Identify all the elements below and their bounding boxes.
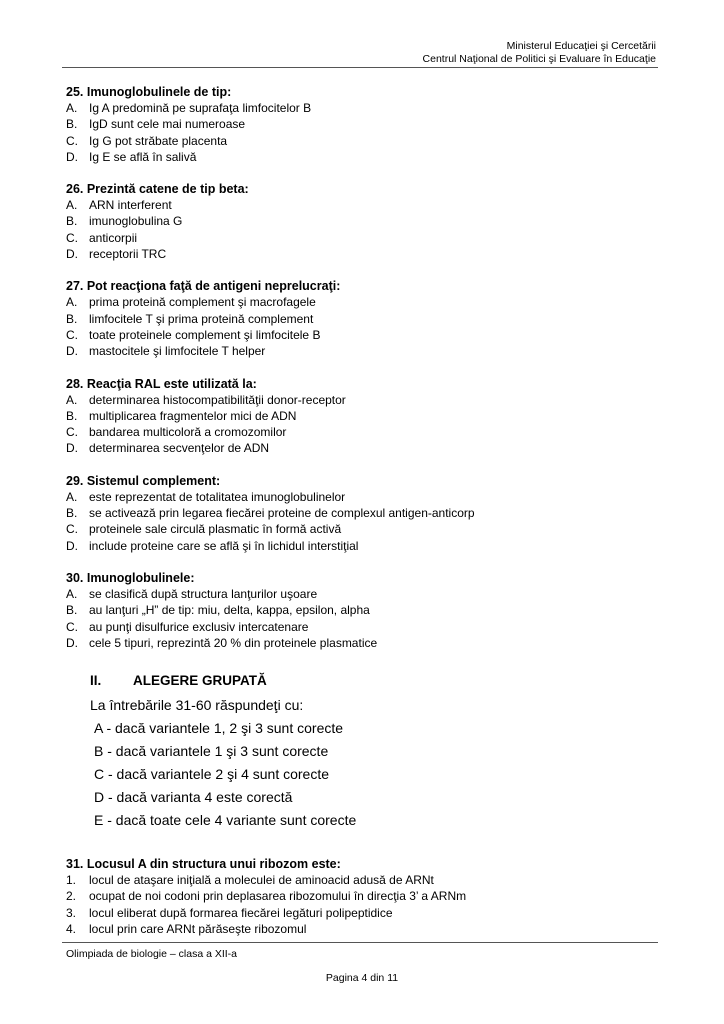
option-text: multiplicarea fragmentelor mici de ADN xyxy=(89,408,297,423)
option xyxy=(66,294,658,310)
option-text: este reprezentat de totalitatea imunoglobulinelor xyxy=(89,489,346,504)
option-label: C. xyxy=(66,522,78,537)
option xyxy=(66,246,658,262)
option-label: B. xyxy=(66,506,78,521)
question-30 xyxy=(66,570,658,651)
option-label: D. xyxy=(66,344,78,359)
option-text: proteinele sale circulă plasmatic în formă activă xyxy=(89,522,342,537)
option-text: au lanţuri „H” de tip: miu, delta, kappa, epsilon, alpha xyxy=(89,603,370,618)
option xyxy=(66,133,658,149)
option-label: C. xyxy=(66,230,78,245)
question-26 xyxy=(66,181,658,262)
question-title: 28. Reacţia RAL este utilizată la: xyxy=(66,376,257,391)
section-grouped-choice xyxy=(90,673,650,832)
option-text: au punţi disulfurice exclusiv intercatenare xyxy=(89,619,309,634)
question-title: 31. Locusul A din structura unui ribozom este: xyxy=(66,857,341,871)
option-text: Ig E se află în salivă xyxy=(89,149,197,164)
option-label: 2. xyxy=(66,889,77,904)
option-text: determinarea histocompatibilităţii donor-receptor xyxy=(89,392,346,407)
option xyxy=(66,921,658,937)
page-number: Pagina 4 din 11 xyxy=(325,972,399,984)
header-divider xyxy=(62,67,658,68)
option-label: A. xyxy=(66,198,78,213)
option-text: locul prin care ARNt părăseşte ribozomul xyxy=(89,921,307,936)
option-text: ocupat de noi codoni prin deplasarea ribozomului în direcţia 3’ a ARNm xyxy=(89,889,467,904)
section-number: II. xyxy=(90,673,102,688)
option xyxy=(66,602,658,618)
option-label: D. xyxy=(66,635,78,650)
option-label: A. xyxy=(66,489,78,504)
option-label: D. xyxy=(66,441,78,456)
answer-key-item: D - dacă varianta 4 este corectă xyxy=(94,789,293,805)
page-header xyxy=(423,40,656,65)
question-title: 29. Sistemul complement: xyxy=(66,473,221,488)
option-text: determinarea secvenţelor de ADN xyxy=(89,441,270,456)
option-text: prima proteină complement şi macrofagele xyxy=(89,295,316,310)
option-label: B. xyxy=(66,311,78,326)
option-text: se clasifică după structura lanţurilor uşoare xyxy=(89,586,318,601)
question-25 xyxy=(66,84,658,165)
option xyxy=(66,149,658,165)
option-label: A. xyxy=(66,392,78,407)
question-title: 25. Imunoglobulinele de tip: xyxy=(66,85,232,99)
option-text: cele 5 tipuri, reprezintă 20 % din proteinele plasmatice xyxy=(89,635,378,650)
option xyxy=(66,100,658,116)
option-label: 3. xyxy=(66,905,77,920)
header-ministry: Ministerul Educaţiei şi Cercetării xyxy=(506,40,656,52)
question-27 xyxy=(66,278,658,359)
option xyxy=(66,538,658,554)
option xyxy=(66,343,658,359)
option-label: 1. xyxy=(66,873,77,887)
footer-olympiad: Olimpiada de biologie – clasa a XII-a xyxy=(66,948,238,960)
option xyxy=(66,116,658,132)
option-label: B. xyxy=(66,214,78,229)
footer-divider xyxy=(62,942,658,943)
option-label: C. xyxy=(66,619,78,634)
option xyxy=(66,905,658,921)
option xyxy=(66,635,658,651)
answer-key-item: B - dacă variantele 1 şi 3 sunt corecte xyxy=(94,743,329,759)
option xyxy=(66,327,658,343)
answer-key-item: A - dacă variantele 1, 2 şi 3 sunt corecte xyxy=(94,720,344,736)
question-28 xyxy=(66,376,658,457)
option-label: C. xyxy=(66,425,78,440)
option-label: B. xyxy=(66,408,78,423)
option-text: include proteine care se află şi în lichidul interstiţial xyxy=(89,538,359,553)
option xyxy=(66,505,658,521)
section-intro: La întrebările 31-60 răspundeţi cu: xyxy=(90,697,304,713)
option xyxy=(66,424,658,440)
option xyxy=(66,619,658,635)
option xyxy=(66,311,658,327)
questions-list xyxy=(66,84,658,667)
option-text: receptorii TRC xyxy=(89,247,167,262)
option-label: D. xyxy=(66,149,78,164)
option xyxy=(66,888,658,904)
option xyxy=(66,213,658,229)
option-text: anticorpii xyxy=(89,230,138,245)
section-title: ALEGERE GRUPATĂ xyxy=(133,673,267,688)
option-label: A. xyxy=(66,586,78,601)
question-31 xyxy=(66,856,658,937)
option-text: locul de ataşare iniţială a moleculei de aminoacid adusă de ARNt xyxy=(89,873,434,887)
option-label: 4. xyxy=(66,921,77,936)
option-text: bandarea multicoloră a cromozomilor xyxy=(89,425,287,440)
option-text: se activează prin legarea fiecărei proteine de complexul antigen-anticorp xyxy=(89,506,475,521)
option xyxy=(66,230,658,246)
option-text: locul eliberat după formarea fiecărei legături polipeptidice xyxy=(89,905,393,920)
option-label: B. xyxy=(66,117,78,132)
option xyxy=(66,197,658,213)
question-title: 27. Pot reacţiona faţă de antigeni neprelucraţi: xyxy=(66,279,341,294)
option xyxy=(66,392,658,408)
option-text: IgD sunt cele mai numeroase xyxy=(89,117,246,132)
question-title: 26. Prezintă catene de tip beta: xyxy=(66,182,249,197)
question-29 xyxy=(66,473,658,554)
option-label: C. xyxy=(66,133,78,148)
option-label: B. xyxy=(66,603,78,618)
option-label: A. xyxy=(66,101,78,115)
section-heading xyxy=(90,673,650,688)
option-label: C. xyxy=(66,327,78,342)
option xyxy=(66,489,658,505)
option xyxy=(66,521,658,537)
answer-key-item: E - dacă toate cele 4 variante sunt corecte xyxy=(94,812,357,828)
option xyxy=(66,440,658,456)
option-label: D. xyxy=(66,538,78,553)
option xyxy=(66,408,658,424)
option-text: mastocitele şi limfocitele T helper xyxy=(89,344,266,359)
option-text: imunoglobulina G xyxy=(89,214,183,229)
option-label: A. xyxy=(66,295,78,310)
option-label: D. xyxy=(66,247,78,262)
option-text: Ig G pot străbate placenta xyxy=(89,133,228,148)
option-text: toate proteinele complement şi limfocitele B xyxy=(89,327,321,342)
header-center: Centrul Naţional de Politici şi Evaluare în Educaţie xyxy=(422,52,656,65)
option xyxy=(66,872,658,888)
option-text: ARN interferent xyxy=(89,198,172,213)
option-text: limfocitele T şi prima proteină complement xyxy=(89,311,314,326)
option-text: Ig A predomină pe suprafaţa limfocitelor B xyxy=(89,101,312,115)
answer-key-item: C - dacă variantele 2 şi 4 sunt corecte xyxy=(94,766,330,782)
option xyxy=(66,586,658,602)
question-title: 30. Imunoglobulinele: xyxy=(66,570,195,585)
